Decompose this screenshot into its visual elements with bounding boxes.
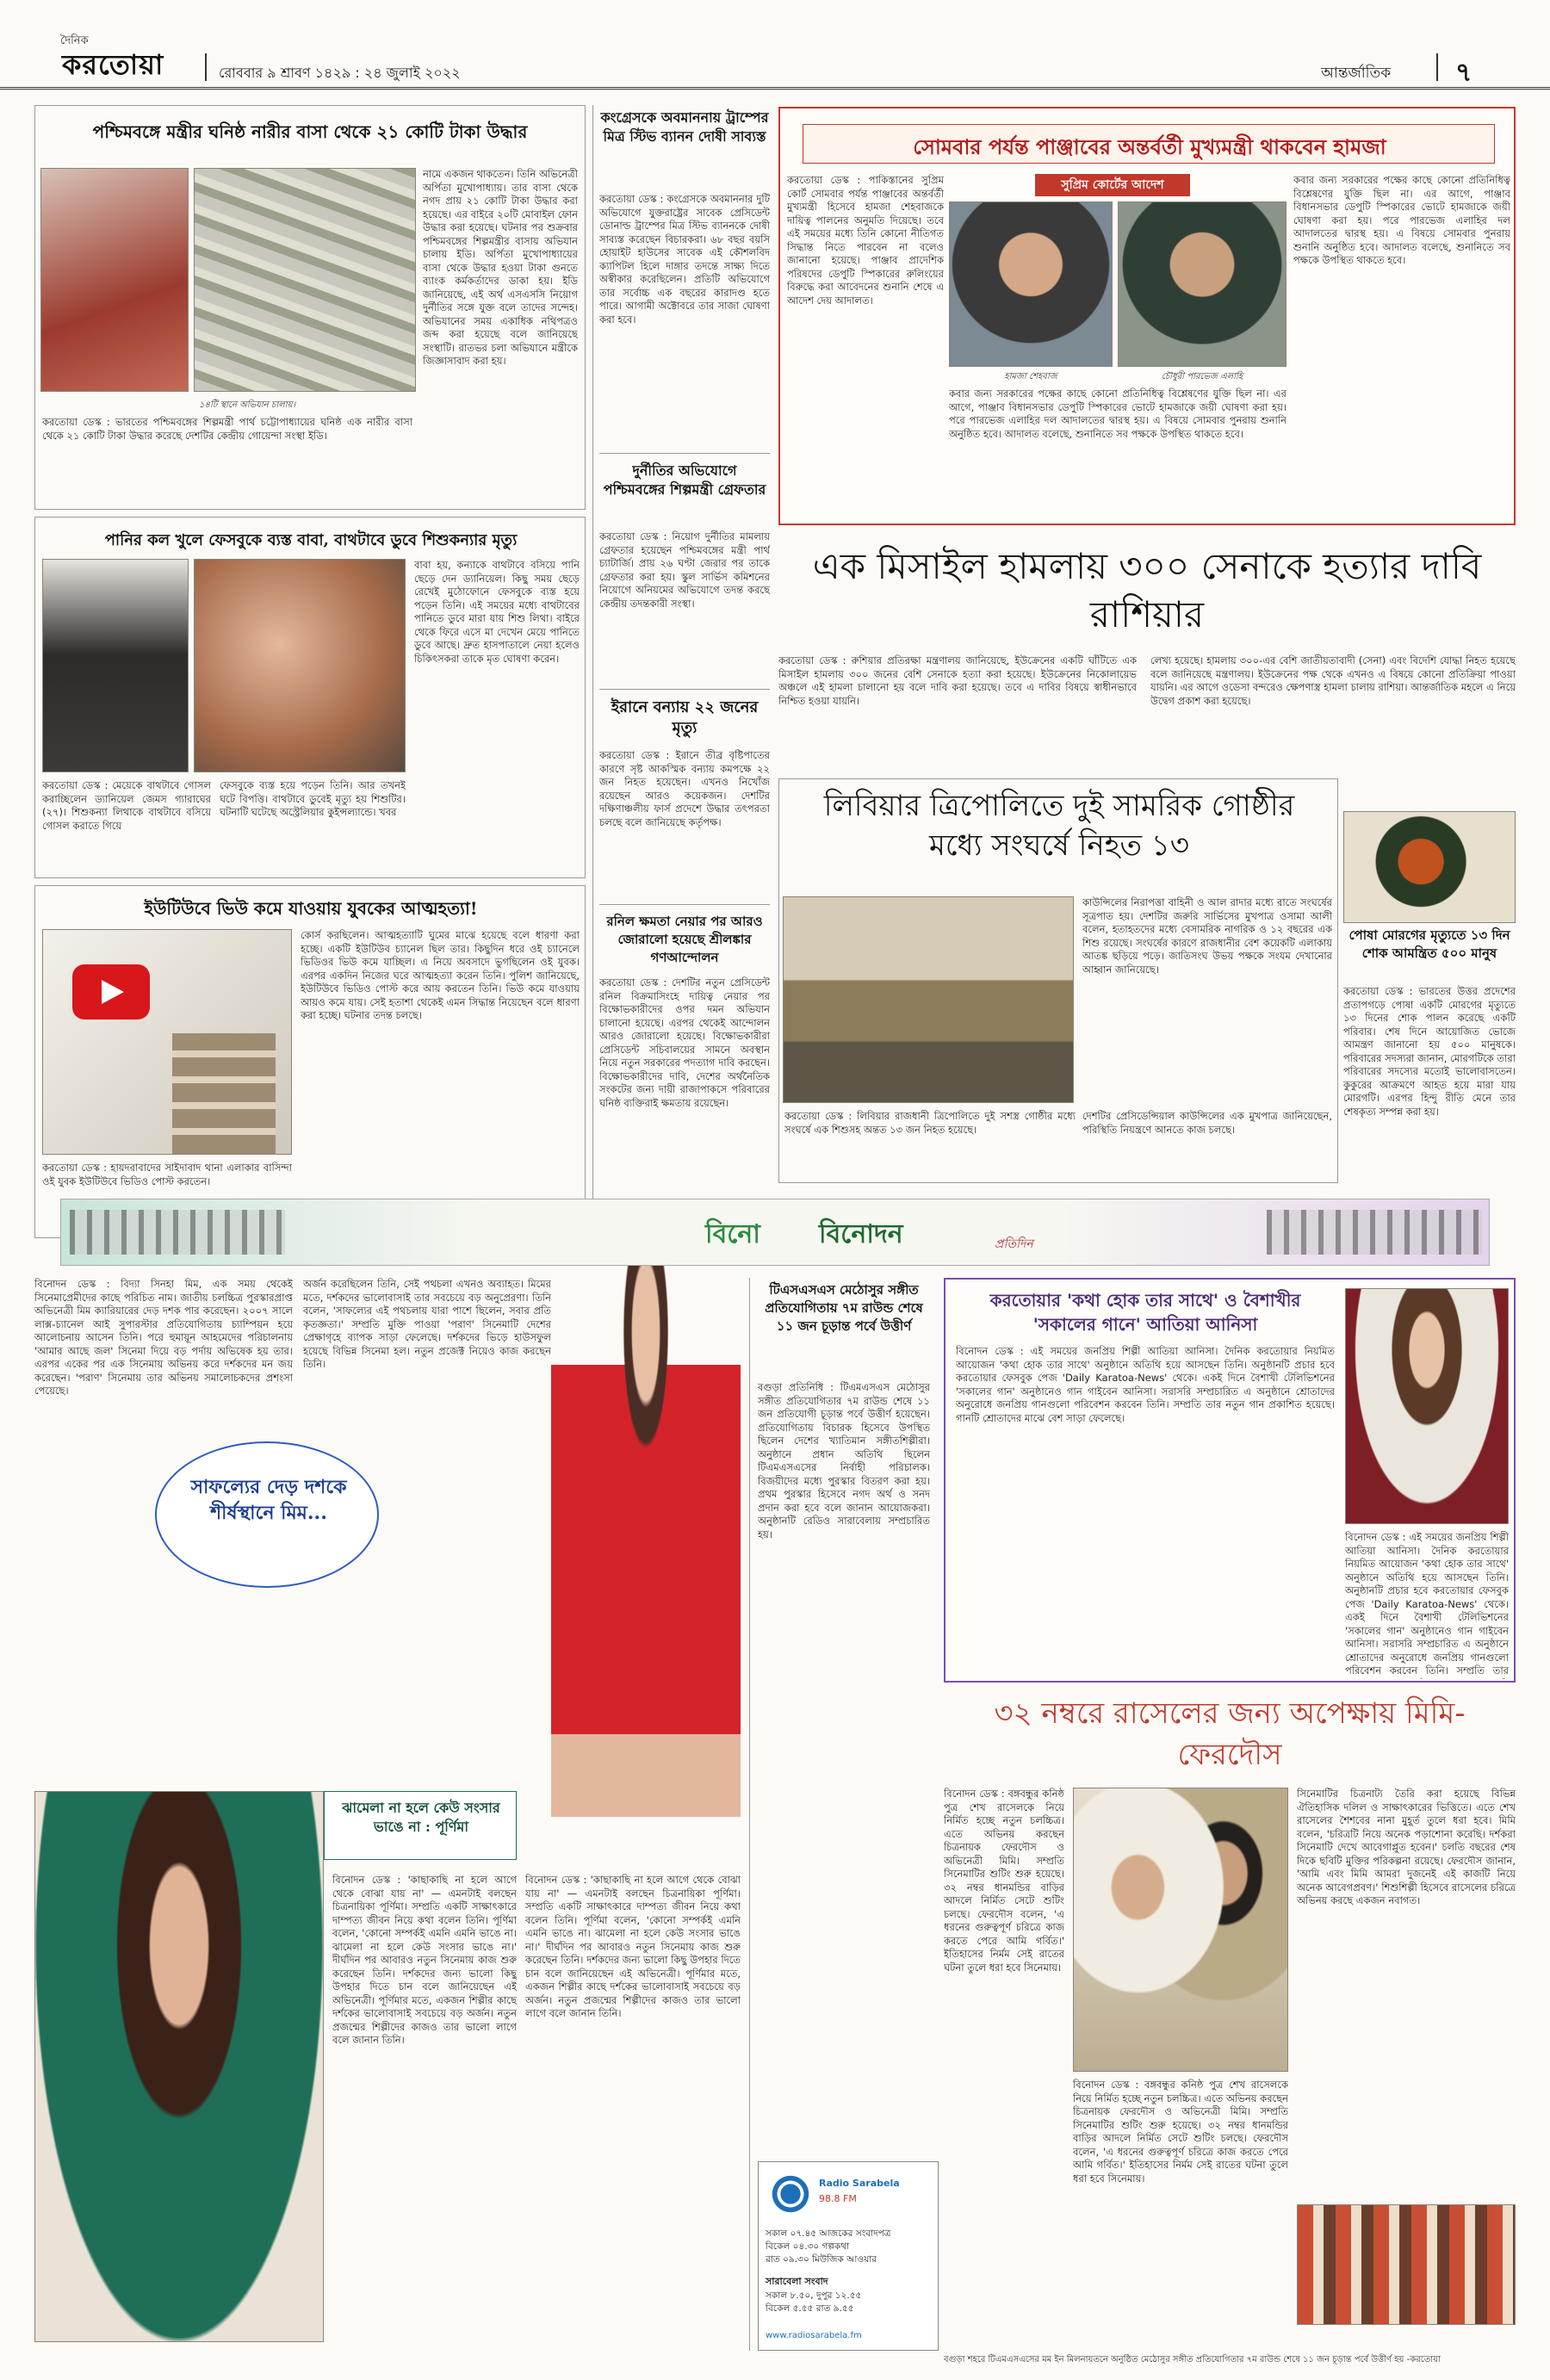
headline: লিবিয়ার ত্রিপোলিতে দুই সামরিক গোষ্ঠীর মধ্যে সংঘর্ষে নিহত ১৩: [823, 789, 1295, 863]
radio-news-times: সকাল ৮.৫০, দুপুর ১২.৫৫ বিকেল ৫.৫৫ রাত ৯.৫৫: [766, 2290, 862, 2314]
headline-box: [324, 1791, 517, 1860]
building-shape: [172, 1033, 276, 1154]
headline: রনিল ক্ষমতা নেয়ার পর আরও জোরালো হয়েছে শ্রীলঙ্কার গণআন্দোলন: [606, 914, 763, 965]
headline: করতোয়ার 'কথা হোক তার সাথে' ও বৈশাখীর 'সকালের গানে' আতিয়া আনিসা: [989, 1290, 1301, 1335]
photo-youtube-illustration: [42, 929, 292, 1155]
masthead: [0, 0, 1550, 90]
photo-cash: [194, 168, 416, 392]
article-body-right: কবার জন্য সরকারের পক্ষের কাছে কোনো প্রতিনিধিত্ব বিশ্লেষণের যুক্তি ছিল না। এর আগে, পাঞ্জাব বিধানসভার ডেপুটি স্পিকারের ভোটে হামজাকে জয়ী ঘোষণা করা হয়। পরে পারভেজ এলাহির দল আদালতের দ্বারস্থ হয়। এ বিষয়ে সোমবার পুনরায় শুনানি অনুষ্ঠিত হবে। আদালত বলেছে, শুনানিতে সব পক্ষকে উপস্থিত থাকতে হবে।: [1293, 174, 1510, 266]
masthead-logo: করতোয়া: [62, 48, 164, 81]
article-minister-aide-cash: [34, 105, 586, 510]
masthead-divider: [205, 53, 207, 81]
radio-url[interactable]: www.radiosarabela.fm: [766, 2331, 862, 2340]
article-body: বিনোদন ডেস্ক : এই সময়ের জনপ্রিয় শিল্পী আতিয়া আনিসা। দৈনিক করতোয়ার নিয়মিত আয়োজন 'কথা হোক তার সাথে' অনুষ্ঠানে অতিথি হয়ে আসছেন তিনি। অনুষ্ঠানটি প্রচার হবে করতোয়ার ফেসবুক পেজ 'Daily Karatoa-News' থেকে। একই দিনে বৈশাখী টেলিভিশনের 'সকালের গান' অনুষ্ঠানেও গান গাইবেন আনিসা। সরাসরি সম্প্রচারিত এ অনুষ্ঠানে শ্রোতাদের অনুরোধে জনপ্রিয় গানগুলো পরিবেশন করবেন তিনি। সম্প্রতি তার নতুন গান প্রকাশিত হয়েছে। গানটি শ্রোতাদের মাঝে বেশ সাড়া ফেলেছে।: [956, 1345, 1335, 1424]
article-iran-flood: [599, 694, 770, 902]
article-body: করতোয়া ডেস্ক : ইরানে তীব্র বৃষ্টিপাতের কারণে সৃষ্ট আকস্মিক বন্যায় কমপক্ষে ২২ জন নিহত হয়েছেন। এখনও নিখোঁজ রয়েছেন আরও কয়েকজন। দেশটির দক্ষিণাঞ্চলীয় ফার্স প্রদেশে উদ্ধার তৎপরতা চলছে বলে জানিয়েছে কর্তৃপক্ষ।: [599, 749, 770, 828]
banner-sub: প্রতিদিন: [995, 1237, 1033, 1251]
section-rule: [599, 904, 770, 905]
film-strip-right: [1267, 1210, 1482, 1255]
youtube-logo-icon: [72, 964, 150, 1020]
caption-hamza: হামজা শেহবাজ: [1004, 372, 1057, 381]
column-rule: [749, 1278, 750, 2351]
radio-news-title: সারাবেলা সংবাদ: [766, 2276, 828, 2287]
section-rule: [599, 453, 770, 454]
photo-rooster: [1343, 811, 1516, 923]
photo-woman: [40, 168, 189, 392]
article-body-mid: কবার জন্য সরকারের পক্ষের কাছে কোনো প্রতিনিধিত্ব বিশ্লেষণের যুক্তি ছিল না। এর আগে, পাঞ্জাব বিধানসভার ডেপুটি স্পিকারের ভোটে হামজাকে জয়ী ঘোষণা করা হয়। পরে পারভেজ এলাহির দল আদালতের দ্বারস্থ হয়। এ বিষয়ে সোমবার পুনরায় শুনানি অনুষ্ঠিত হবে। আদালত বলেছে, শুনানিতে সব পক্ষকে উপস্থিত থাকতে হবে।: [949, 387, 1286, 440]
headline: ইউটিউবে ভিউ কমে যাওয়ায় যুবকের আত্মহত্যা!: [144, 898, 478, 919]
article-body-cont: অর্জন করেছিলেন তিনি, সেই পথচলা এখনও অব্যাহত। মিমের মতে, দর্শকদের ভালোবাসাই তার সবচেয়ে বড় অনুপ্রেরণা। তিনি বলেন, 'সাফল্যের এই পথচলায় যারা পাশে ছিলেন, সবার প্রতি কৃতজ্ঞতা।' সম্প্রতি মুক্তি পাওয়া 'পরাণ' সিনেমাটি দেশের প্রেক্ষাগৃহে ব্যাপক সাড়া ফেলেছে। দর্শকদের ভিড়ে হাউসফুল হয়েছে বিভিন্ন সিনেমা হল। নতুন প্রজেক্ট নিয়েও কাজ করছেন তিনি।: [303, 1278, 551, 1370]
article-body: করতোয়া ডেস্ক : হায়দরাবাদের সাইদাবাদ থানা এলাকার বাসিন্দা ওই যুবক ইউটিউবে ভিডিও পোস্ট করতেন।: [42, 1162, 292, 1187]
article-body: বগুড়া প্রতিনিধি : টিএমএসএস মেঠোসুর সঙ্গীত প্রতিযোগিতার ৭ম রাউন্ড শেষে ১১ জন প্রতিযোগী চূড়ান্ত পর্বে উত্তীর্ণ হয়েছেন। প্রতিযোগিতায় বিচারক হিসেবে উপস্থিত ছিলেন দেশের খ্যাতিমান সঙ্গীতশিল্পীরা। অনুষ্ঠানে প্রধান অতিথি ছিলেন টিএমএসএসের নির্বাহী পরিচালক। বিজয়ীদের মধ্যে পুরস্কার বিতরণ করা হয়। প্রথম পুরস্কার হিসেবে নগদ অর্থ ও সনদ প্রদান করা হবে বলে জানান আয়োজকরা। অনুষ্ঠানটি রেডিও সারাবেলায় সম্প্রচারিত হয়।: [758, 1381, 930, 1540]
photo-caption: ১৪টি স্থানে অভিযান চালায়।: [199, 400, 296, 410]
article-bathtub-tragedy: [34, 517, 586, 878]
photo-anisa: [1345, 1288, 1509, 1524]
headline: টিএসএসএস মেঠোসুর সঙ্গীত প্রতিযোগিতায় ৭ম রাউন্ড শেষে ১১ জন চূড়ান্ত পর্বে উত্তীর্ণ: [765, 1282, 923, 1334]
article-body-cont: লেখ্য হয়েছে। হামলায় ৩০০-এর বেশি জাতীয়তাবাদী (সেনা) এবং বিদেশি যোদ্ধা নিহত হয়েছে বলে জানিয়েছে মন্ত্রণালয়। ইউক্রেনের পক্ষ থেকে এখনও এ বিষয়ে কোনো প্রতিক্রিয়া পাওয়া যায়নি। এর আগে ওডেসা বন্দরেও ক্ষেপণাস্ত্র হামলা চালায় রাশিয়া। আন্তর্জাতিক মহলে এ নিয়ে উদ্বেগ প্রকাশ করা হয়েছে।: [1150, 654, 1516, 707]
article-tmss-music: [758, 1278, 930, 2139]
article-body: করতোয়া ডেস্ক : মেয়েকে বাথটাবে গোসল করাচ্ছিলেন ড্যানিয়েল জেমস গ্যারাঘের (২৭)। শিশুকন্যা লিথাকে বাথটাবে বসিয়ে গোসল করাতে গিয়ে: [42, 779, 211, 832]
article-bengal-minister-arrest: [599, 458, 770, 687]
article-body-end: দেশটির প্রেসিডেন্সিয়াল কাউন্সিলের এক মুখপাত্র জানিয়েছেন, পরিস্থিতি নিয়ন্ত্রণে আনতে কাজ চলছে।: [1082, 1110, 1332, 1136]
banner-title-right: বিনোদন: [819, 1219, 903, 1249]
section-rule: [599, 689, 770, 690]
article-body: বিনোদন ডেস্ক : 'কাছাকাছি না হলে আগে থেকে বোঝা যায় না' — এমনটাই বলছেন চিত্রনায়িকা পূর্ণিমা। সম্প্রতি একটি সাক্ষাৎকারে দাম্পত্য জীবন নিয়ে কথা বলেন তিনি। পূর্ণিমা বলেন, 'কোনো সম্পর্কই এমনি এমনি ভাঙে না। ঝামেলা না হলে কেউ সংসার ভাঙে না।' দীর্ঘদিন পর আবারও নতুন সিনেমায় কাজ শুরু করেছেন তিনি। দর্শকদের জন্য ভালো কিছু উপহার দিতে চান বলে জানিয়েছেন এই অভিনেত্রী। পূর্ণিমার মতে, একজন শিল্পীর কাছে দর্শকের ভালোবাসাই সবচেয়ে বড় অর্জন। নতুন প্রজন্মের শিল্পীদের কাজও তার ভালো লাগে বলে জানান তিনি।: [332, 1874, 517, 2046]
page-number: ৭: [1455, 58, 1472, 88]
headline: সোমবার পর্যন্ত পাঞ্জাবের অন্তর্বর্তী মুখ্যমন্ত্রী থাকবেন হামজা: [913, 134, 1386, 159]
article-body: করতোয়া ডেস্ক : লিবিয়ার রাজধানী ত্রিপোলিতে দুই সশস্ত্র গোষ্ঠীর মধ্যে সংঘর্ষে এক শিশুসহ অন্তত ১৩ জন নিহত হয়েছে।: [784, 1110, 1076, 1136]
photo-purnima: [34, 1791, 324, 2342]
headline: ইরানে বন্যায় ২২ জনের মৃত্যু: [611, 698, 759, 737]
article-body: করতোয়া ডেস্ক : রুশিয়ার প্রতিরক্ষা মন্ত্রণালয় জানিয়েছে, ইউক্রেনের একটি ঘাঁটিতে এক মিসাইল হামলায় ৩০০ জনের বেশি সেনাকে হত্যা করা হয়েছে। ইউক্রেনের নিকোলায়েভ অঞ্চলে এই হামলা চালানো হয় বলে দাবি করা হয়েছে। তবে এ দাবির বিষয়ে স্বাধীনভাবে নিশ্চিত হওয়া যায়নি।: [778, 654, 1137, 707]
article-body-cont: বিনোদন ডেস্ক : 'কাছাকাছি না হলে আগে থেকে বোঝা যায় না' — এমনটাই বলছেন চিত্রনায়িকা পূর্ণিমা। সম্প্রতি একটি সাক্ষাৎকারে দাম্পত্য জীবন নিয়ে কথা বলেন তিনি। পূর্ণিমা বলেন, 'কোনো সম্পর্কই এমনি এমনি ভাঙে না। ঝামেলা না হলে কেউ সংসার ভাঙে না।' দীর্ঘদিন পর আবারও নতুন সিনেমায় কাজ শুরু করেছেন তিনি। দর্শকদের জন্য ভালো কিছু উপহার দিতে চান বলে জানিয়েছেন এই অভিনেত্রী। পূর্ণিমার মতে, একজন শিল্পীর কাছে দর্শকের ভালোবাসাই সবচেয়ে বড় অর্জন। নতুন প্রজন্মের শিল্পীদের কাজও তার ভালো লাগে বলে জানান তিনি।: [525, 1874, 741, 2019]
article-body-cont: কাউন্সিলের নিরাপত্তা বাহিনী ও আল রাদার মধ্যে রাতে সংঘর্ষের সূত্রপাত হয়। দেশটির জরুরি সার্ভিসের মুখপাত্র ওসামা আলী বলেন, হতাহতদের মধ্যে বেসামরিক নাগরিক ও ১২ বছরের এক শিশু রয়েছে। সংঘর্ষের কারণে রাজধানীর বেশ কয়েকটি এলাকায় আতঙ্ক ছড়িয়ে পড়ে। জাতিসংঘ উভয় পক্ষকে সংযম দেখানোর আহ্বান জানিয়েছে।: [1082, 896, 1332, 976]
group-photo-caption: বগুড়া শহরে টিএমএসএসের মম ইন মিলনায়তনে অনুষ্ঠিত মেঠোসুর সঙ্গীত প্রতিযোগিতার ৭ম রাউন্ড শেষে ১১ জন চূড়ান্ত পর্বে উত্তীর্ণ হয় -করতোয়া: [944, 2355, 1441, 2365]
column-rule: [592, 105, 593, 1238]
headline: পোষা মোরগের মৃত্যুতে ১৩ দিন শোক আমন্ত্রিত ৫০০ মানুষ: [1348, 927, 1510, 961]
article-youtube-views: [34, 885, 586, 1238]
masthead-section: আন্তর্জাতিক: [1321, 65, 1392, 82]
article-body-right: সিনেমাটির চিত্রনাট্য তৈরি করা হয়েছে বিভিন্ন ঐতিহাসিক দলিল ও সাক্ষাৎকারের ভিত্তিতে। এতে শেখ রাসেলের শৈশবের নানা মুহূর্ত তুলে ধরা হবে। মিমি বলেন, 'চরিত্রটি নিয়ে অনেক পড়াশোনা করেছি। দর্শকরা সিনেমাটি দেখে আবেগাপ্লুত হবেন।' চলতি বছরের শেষ দিকে ছবিটি মুক্তির পরিকল্পনা রয়েছে। ফেরদৌস জানান, 'আমি এবং মিমি আমরা দুজনেই এই কাজটি নিয়ে অনেক আবেগপ্রবণ।' শিশুশিল্পী হিসেবে রাসেলের চরিত্রে অভিনয় করছে একজন নবাগত।: [1297, 1788, 1516, 1906]
article-body: করতোয়া ডেস্ক : কংগ্রেসকে অবমাননার দুটি অভিযোগে যুক্তরাষ্ট্রের সাবেক প্রেসিডেন্ট ডোনাল্ড ট্রাম্পের মিত্র স্টিভ ব্যাননকে দোষী সাব্যস্ত করেছেন বিচারকরা। ৬৮ বছর বয়সি হোয়াইট হাউসের সাবেক এই কৌশলবিদ ক্যাপিটল হিলে দাঙ্গার তদন্তে সাক্ষ্য দিতে অস্বীকার করেছিলেন। প্রতিটি অভিযোগে তার সর্বোচ্চ এক বছরের কারাদণ্ড হতে পারে। আগামী অক্টোবরে তার সাজা ঘোষণা করা হবে।: [599, 193, 770, 325]
photo-military-vehicle: [783, 896, 1074, 1103]
article-body-cont: কোর্স করছিলেন। আত্মহত্যাটি ঘুমের মাঝে হয়েছে বলে ধারণা করা হচ্ছে। একটি ইউটিউব চ্যানেল ছিল তার। কিছুদিন ধরে ওই চ্যানেলে ভিডিওর ভিউ কমে যাচ্ছিল। এ নিয়ে অবসাদে ভুগছিলেন ওই যুবক। এরপর একদিন নিজের ঘরে আত্মহত্যা করেন তিনি। পুলিশ জানিয়েছে, ইউটিউবে ভিডিও পোস্ট করে আয় করতেন তিনি। ভিউ কমে যাওয়ায় আয়ও কমে যায়। সেই হতাশা থেকেই এমন সিদ্ধান্ত নিয়েছেন বলে ধারণা করা হচ্ছে। ঘটনার তদন্ত চলছে।: [301, 929, 580, 1021]
article-body: করতোয়া ডেস্ক : ভারতের উত্তর প্রদেশের প্রতাপগড়ে পোষা একটি মোরগের মৃত্যুতে ১৩ দিনের শোক পালন করেছে একটি পরিবার। শেষ দিনে আয়োজিত ভোজে আমন্ত্রণ জানানো হয় ৫০০ মানুষকে। পরিবারের সদস্যরা জানান, মোরগটিকে তারা পরিবারের সদস্যের মতোই ভালোবাসতেন। কুকুরের আক্রমণে আহত হয়ে মারা যায় মোরগটি। এরপর হিন্দু রীতি মেনে তার শেষকৃত্য সম্পন্ন করা হয়।: [1343, 985, 1516, 1118]
photo-hamza: [949, 201, 1113, 367]
article-body-cont: বিনোদন ডেস্ক : এই সময়ের জনপ্রিয় শিল্পী আতিয়া আনিসা। দৈনিক করতোয়ার নিয়মিত আয়োজন 'কথা হোক তার সাথে' অনুষ্ঠানে অতিথি হয়ে আসছেন তিনি। অনুষ্ঠানটি প্রচার হবে করতোয়ার ফেসবুক পেজ 'Daily Karatoa-News' থেকে। একই দিনে বৈশাখী টেলিভিশনের 'সকালের গান' অনুষ্ঠানেও গান গাইবেন আনিসা। সরাসরি সম্প্রচারিত এ অনুষ্ঠানে শ্রোতাদের অনুরোধে জনপ্রিয় গানগুলো পরিবেশন করবেন তিনি। সম্প্রতি তার: [1345, 1531, 1509, 1677]
radio-frequency: 98.8 FM: [819, 2193, 857, 2204]
headline-banner: [803, 124, 1495, 164]
film-strip-left: [70, 1210, 285, 1255]
headline: দুর্নীতির অভিযোগে পশ্চিমবঙ্গের শিল্পমন্ত্রী গ্রেফতার: [603, 462, 766, 498]
article-body: করতোয়া ডেস্ক : নিয়োগ দুর্নীতির মামলায় গ্রেফতার হয়েছেন পশ্চিমবঙ্গের মন্ত্রী পার্থ চ্যাটার্জি। প্রায় ২৬ ঘণ্টা জেরার পর তাকে গ্রেফতার করা হয়। স্কুল সার্ভিস কমিশনের নিয়োগে অনিয়মের অভিযোগে তদন্ত করছে কেন্দ্রীয় তদন্তকারী সংস্থা।: [599, 530, 770, 610]
headline: ৩২ নম্বরে রাসেলের জন্য অপেক্ষায় মিমি-ফেরদৌস: [994, 1696, 1466, 1772]
photo-parvez: [1118, 201, 1286, 367]
kicker-bubble: [155, 1441, 379, 1588]
masthead-divider-right: [1436, 53, 1438, 81]
article-body-cont: নামে একজন থাকতেন। তিনি অভিনেত্রী অর্পিতা মুখোপাধ্যায়। তার বাসা থেকে নগদ প্রায় ২১ কোটি টাকা উদ্ধার করা হয়েছে। এর বাইরে ২০টি মোবাইল ফোন উদ্ধার করা হয়েছে। ঘটনার পর শুক্রবার পশ্চিমবঙ্গের শিল্পমন্ত্রীর বাসায় অভিযান চালায় ইডি। অর্পিতা মুখোপাধ্যায়ের বাসা থেকে উদ্ধার হওয়া টাকা গুনতে ব্যাংক কর্মকর্তাদের ডাকা হয়। ইডি জানিয়েছে, এই অর্থ এসএসসি নিয়োগ দুর্নীতির সঙ্গে যুক্ত বলে তাদের সন্দেহ। অভিযানের সময় একাধিক নথিপত্রও জব্দ করা হয়েছে বলে জানিয়েছে সংস্থাটি। রাতভর চলা অভিযানে মন্ত্রীকে জিজ্ঞাসাবাদ করা হয়।: [423, 168, 578, 367]
article-body-cont: ফেসবুকে ব্যস্ত হয়ে পড়েন তিনি। আর তখনই ঘটে বিপত্তি। বাথটাবে ডুবেই মৃত্যু হয় শিশুটির। ঘটনাটি ঘটেছে অস্ট্রেলিয়ার কুইন্সল্যান্ডে। খবর: [220, 779, 406, 818]
article-body: বিনোদন ডেস্ক : বিদ্যা সিনহা মিম, এক সময় থেকেই সিনেমাপ্রেমীদের কাছে পরিচিত নাম। জাতীয় চলচ্চিত্র পুরস্কারপ্রাপ্ত অভিনেত্রী মিম ক্যারিয়ারের দেড় দশক পার করেছেন। ২০০৭ সালে লাক্স-চ্যানেল আই সুপারস্টার প্রতিযোগিতায় চ্যাম্পিয়ন হয়ে আলোচনায় আসেন তিনি। পরে হুমায়ূন আহমেদের পরিচালনায় 'আমার আছে জল' সিনেমা দিয়ে বড় পর্দায় অভিষেক হয় তার। এরপর একের পর এক সিনেমায় অভিনয় করে দর্শকদের মন জয় করেছেন। 'পরাণ' সিনেমায় তার অভিনয় সমালোচকদের প্রশংসা পেয়েছে।: [34, 1278, 293, 1397]
headline: কংগ্রেসকে অবমাননায় ট্রাম্পের মিত্র স্টিভ ব্যানন দোষী সাব্যস্ত: [600, 109, 769, 145]
article-body: করতোয়া ডেস্ক : পাকিস্তানের সুপ্রিম কোর্ট সোমবার পর্যন্ত পাঞ্জাবের অন্তর্বর্তী মুখ্যমন্ত্রী হিসেবে হামজা শেহবাজকে দায়িত্ব পালনের অনুমতি দিয়েছে। তবে এই সময়ের মধ্যে তিনি কোনো নীতিগত সিদ্ধান্ত নিতে পারবেন না বলেও জানানো হয়েছে। পাঞ্জাব প্রাদেশিক পরিষদের ডেপুটি স্পিকারের রুলিংয়ের বিরুদ্ধে করা আবেদনের শুনানি শেষে এ আদেশ দেয় আদালত।: [787, 174, 944, 307]
radio-name: Radio Sarabela: [819, 2178, 900, 2189]
photo-father-daughter: [194, 559, 406, 772]
masthead-logo-small: দৈনিক: [60, 34, 89, 47]
photo-father: [42, 559, 189, 772]
banner-title-left: বিনো: [705, 1219, 760, 1249]
article-atiya-anisa: [944, 1278, 1516, 1683]
article-body-side: বাবা হয়, কন্যাকে বাথটাবে বসিয়ে পানি ছেড়ে দেন ড্যানিয়েল। কিছু সময় ছেড়ে রেখেই মুঠোফোনে ফেসবুকে ব্যস্ত হয়ে পড়েন তিনি। এই সময়ের মধ্যে বাথটাবের পানিতে ডুবে মারা যায় শিশু লিথা। বাইরে থেকে ফিরে এসে মা দেখেন মেয়ে পানিতে ডুবে আছে। দ্রুত হাসপাতালে নেয়া হলেও চিকিৎসকরা তাকে মৃত ঘোষণা করেন।: [414, 559, 580, 665]
headline: পানির কল খুলে ফেসবুকে ব্যস্ত বাবা, বাথটাবে ডুবে শিশুকন্যার মৃত্যু: [104, 531, 518, 549]
radio-logo-icon: [767, 2171, 814, 2217]
photo-mimi-ferdous: [1073, 1788, 1288, 2072]
article-body: বিনোদন ডেস্ক : বঙ্গবন্ধুর কনিষ্ঠ পুত্র শেখ রাসেলকে নিয়ে নির্মিত হচ্ছে নতুন চলচ্চিত্র। এতে অভিনয় করছেন চিত্রনায়ক ফেরদৌস ও অভিনেত্রী মিমি। সম্প্রতি সিনেমাটির শুটিং শুরু হয়েছে। ৩২ নম্বর ধানমন্ডির বাড়ির আদলে নির্মিত সেটে শুটিং চলছে। ফেরদৌস বলেন, 'এ ধরনের গুরুত্বপূর্ণ চরিত্রে কাজ করতে পেরে আমি গর্বিত।' ইতিহাসের নির্মম সেই রাতের ঘটনা তুলে ধরা হবে সিনেমায়।: [944, 1788, 1064, 1974]
caption-parvez: চৌধুরী পারভেজ এলাহি: [1161, 372, 1243, 381]
headline: এক মিসাইল হামলায় ৩০০ সেনাকে হত্যার দাবি রাশিয়ার: [812, 545, 1482, 635]
article-srilanka-protest: [599, 909, 770, 1238]
article-punjab-hamza: [778, 107, 1516, 525]
court-order-tag: সুপ্রিম কোর্টের আদেশ: [1035, 174, 1190, 196]
article-purnima: [34, 1791, 741, 2342]
article-body: করতোয়া ডেস্ক : ভারতের পশ্চিমবঙ্গের শিল্পমন্ত্রী পার্থ চট্টোপাধ্যায়ের ঘনিষ্ঠ এক নারীর বাসা থেকে ২১ কোটি টাকা উদ্ধার করেছে দেশটির কেন্দ্রীয় গোয়েন্দা সংস্থা ইডি।: [42, 416, 412, 442]
article-bannon-contempt: [599, 105, 770, 449]
kicker-text: সাফল্যের দেড় দশকে শীর্ষস্থানে মিম...: [190, 1476, 347, 1524]
entertainment-banner: [60, 1199, 1490, 1266]
photo-mim: [551, 1266, 741, 1817]
headline: ঝামেলা না হলে কেউ সংসার ভাঙে না : পূর্ণিমা: [342, 1800, 500, 1835]
article-mim-success: [34, 1278, 551, 1777]
article-russel-film: [944, 1693, 1516, 2351]
article-body-mid: বিনোদন ডেস্ক : বঙ্গবন্ধুর কনিষ্ঠ পুত্র শেখ রাসেলকে নিয়ে নির্মিত হচ্ছে নতুন চলচ্চিত্র। এতে অভিনয় করছেন চিত্রনায়ক ফেরদৌস ও অভিনেত্রী মিমি। সম্প্রতি সিনেমাটির শুটিং শুরু হয়েছে। ৩২ নম্বর ধানমন্ডির বাড়ির আদলে নির্মিত সেটে শুটিং চলছে। ফেরদৌস বলেন, 'এ ধরনের গুরুত্বপূর্ণ চরিত্রে কাজ করতে পেরে আমি গর্বিত।' ইতিহাসের নির্মম সেই রাতের ঘটনা তুলে ধরা হবে সিনেমায়।: [1073, 2079, 1288, 2185]
article-libya-clash: [778, 778, 1338, 1183]
radio-sarabela-box: [758, 2161, 939, 2351]
masthead-date: রোববার ৯ শ্রাবণ ১৪২৯ : ২৪ জুলাই ২০২২: [219, 65, 461, 81]
article-russia-missile: [778, 542, 1516, 777]
radio-schedule: সকাল ০৭.৪৫ আজকের সংবাদপত্র বিকেল ০৪.৩০ গল্পকথা রাত ০৯.৩০ মিউজিক আওয়ার: [766, 2228, 891, 2265]
photo-tmss-group: [1297, 2204, 1516, 2325]
headline: পশ্চিমবঙ্গে মন্ত্রীর ঘনিষ্ঠ নারীর বাসা থেকে ২১ কোটি টাকা উদ্ধার: [92, 121, 528, 142]
article-rooster-mourning: [1343, 778, 1516, 1183]
article-body: করতোয়া ডেস্ক : দেশটির নতুন প্রেসিডেন্ট রনিল বিক্রমাসিংহে দায়িত্ব নেয়ার পর বিক্ষোভকারীদের ওপর দমন অভিযান চালানো হয়েছে। এরপর থেকেই আন্দোলন আরও জোরালো হয়েছে। বিক্ষোভকারীরা প্রেসিডেন্ট সচিবালয়ের সামনে অবস্থান নিয়ে নতুন সরকারের পদত্যাগ দাবি করছেন। বিক্ষোভকারীদের দাবি, দেশের অর্থনৈতিক সংকটের জন্য দায়ী রাজাপাকসে পরিবারের ঘনিষ্ঠ ব্যক্তিরাই ক্ষমতায় রয়েছেন।: [599, 976, 770, 1109]
